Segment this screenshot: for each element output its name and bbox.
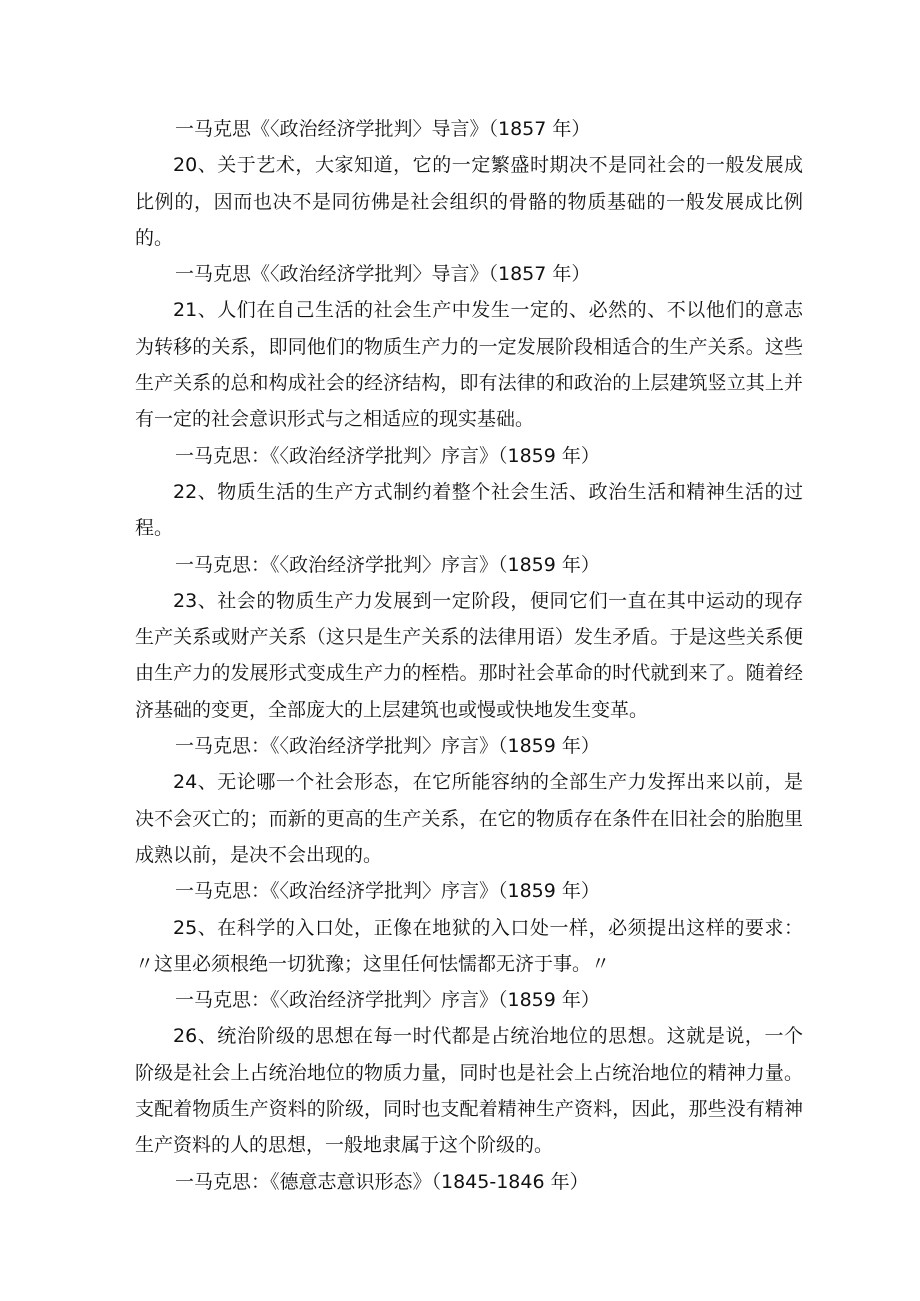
- citation-source: 一马克思：《德意志意识形态》（1845-1846 年）: [175, 1170, 589, 1193]
- citation-source: 一马克思：《〈政治经济学批判〉序言》（1859 年）: [175, 989, 600, 1012]
- document-body: [135, 111, 803, 1200]
- citation-source: 一马克思：《〈政治经济学批判〉序言》（1859 年）: [175, 880, 600, 903]
- quote-paragraph-24: 24、无论哪一个社会形态，在它所能容纳的全部生产力发挥出来以前，是决不会灭亡的；而新的更高的生产关系，在它的物质存在条件在旧社会的胎胞里成熟以前，是决不会出现的。: [135, 771, 803, 866]
- citation-source: 一马克思《〈政治经济学批判〉导言》（1857 年）: [175, 263, 591, 286]
- quote-paragraph-25: 25、在科学的入口处，正像在地狱的入口处一样，必须提出这样的要求：〃这里必须根绝一切犹豫；这里任何怯懦都无济于事。〃: [135, 916, 803, 975]
- quote-paragraph-20: 20、关于艺术，大家知道，它的一定繁盛时期决不是同社会的一般发展成比例的，因而也决不是同彷佛是社会组织的骨骼的物质基础的一般发展成比例的。: [135, 154, 803, 249]
- quote-paragraph-26: 26、统治阶级的思想在每一时代都是占统治地位的思想。这就是说，一个阶级是社会上占统治地位的物质力量，同时也是社会上占统治地位的精神力量。支配着物质生产资料的阶级，同时也支配着精神生产资料，因此，那些没有精神生产资料的人的思想，一般地隶属于这个阶级的。: [135, 1025, 803, 1157]
- citation-source: 一马克思《〈政治经济学批判〉导言》（1857 年）: [175, 118, 591, 140]
- citation-source: 一马克思：《〈政治经济学批判〉序言》（1859 年）: [175, 735, 600, 758]
- citation-source: 一马克思：《〈政治经济学批判〉序言》（1859 年）: [175, 553, 600, 576]
- citation-source: 一马克思：《〈政治经济学批判〉序言》（1859 年）: [175, 444, 600, 467]
- quote-paragraph-21: 21、人们在自己生活的社会生产中发生一定的、必然的、不以他们的意志为转移的关系，即同他们的物质生产力的一定发展阶段相适合的生产关系。这些生产关系的总和构成社会的经济结构，即有法律的和政治的上层建筑竖立其上并有一定的社会意识形式与之相适应的现实基础。: [135, 299, 803, 431]
- quote-paragraph-23: 23、社会的物质生产力发展到一定阶段，便同它们一直在其中运动的现存生产关系或财产关系（这只是生产关系的法律用语）发生矛盾。于是这些关系便由生产力的发展形式变成生产力的桎梏。那时社会革命的时代就到来了。随着经济基础的变更，全部庞大的上层建筑也或慢或快地发生变革。: [135, 589, 803, 721]
- quote-paragraph-22: 22、物质生活的生产方式制约着整个社会生活、政治生活和精神生活的过程。: [135, 480, 803, 540]
